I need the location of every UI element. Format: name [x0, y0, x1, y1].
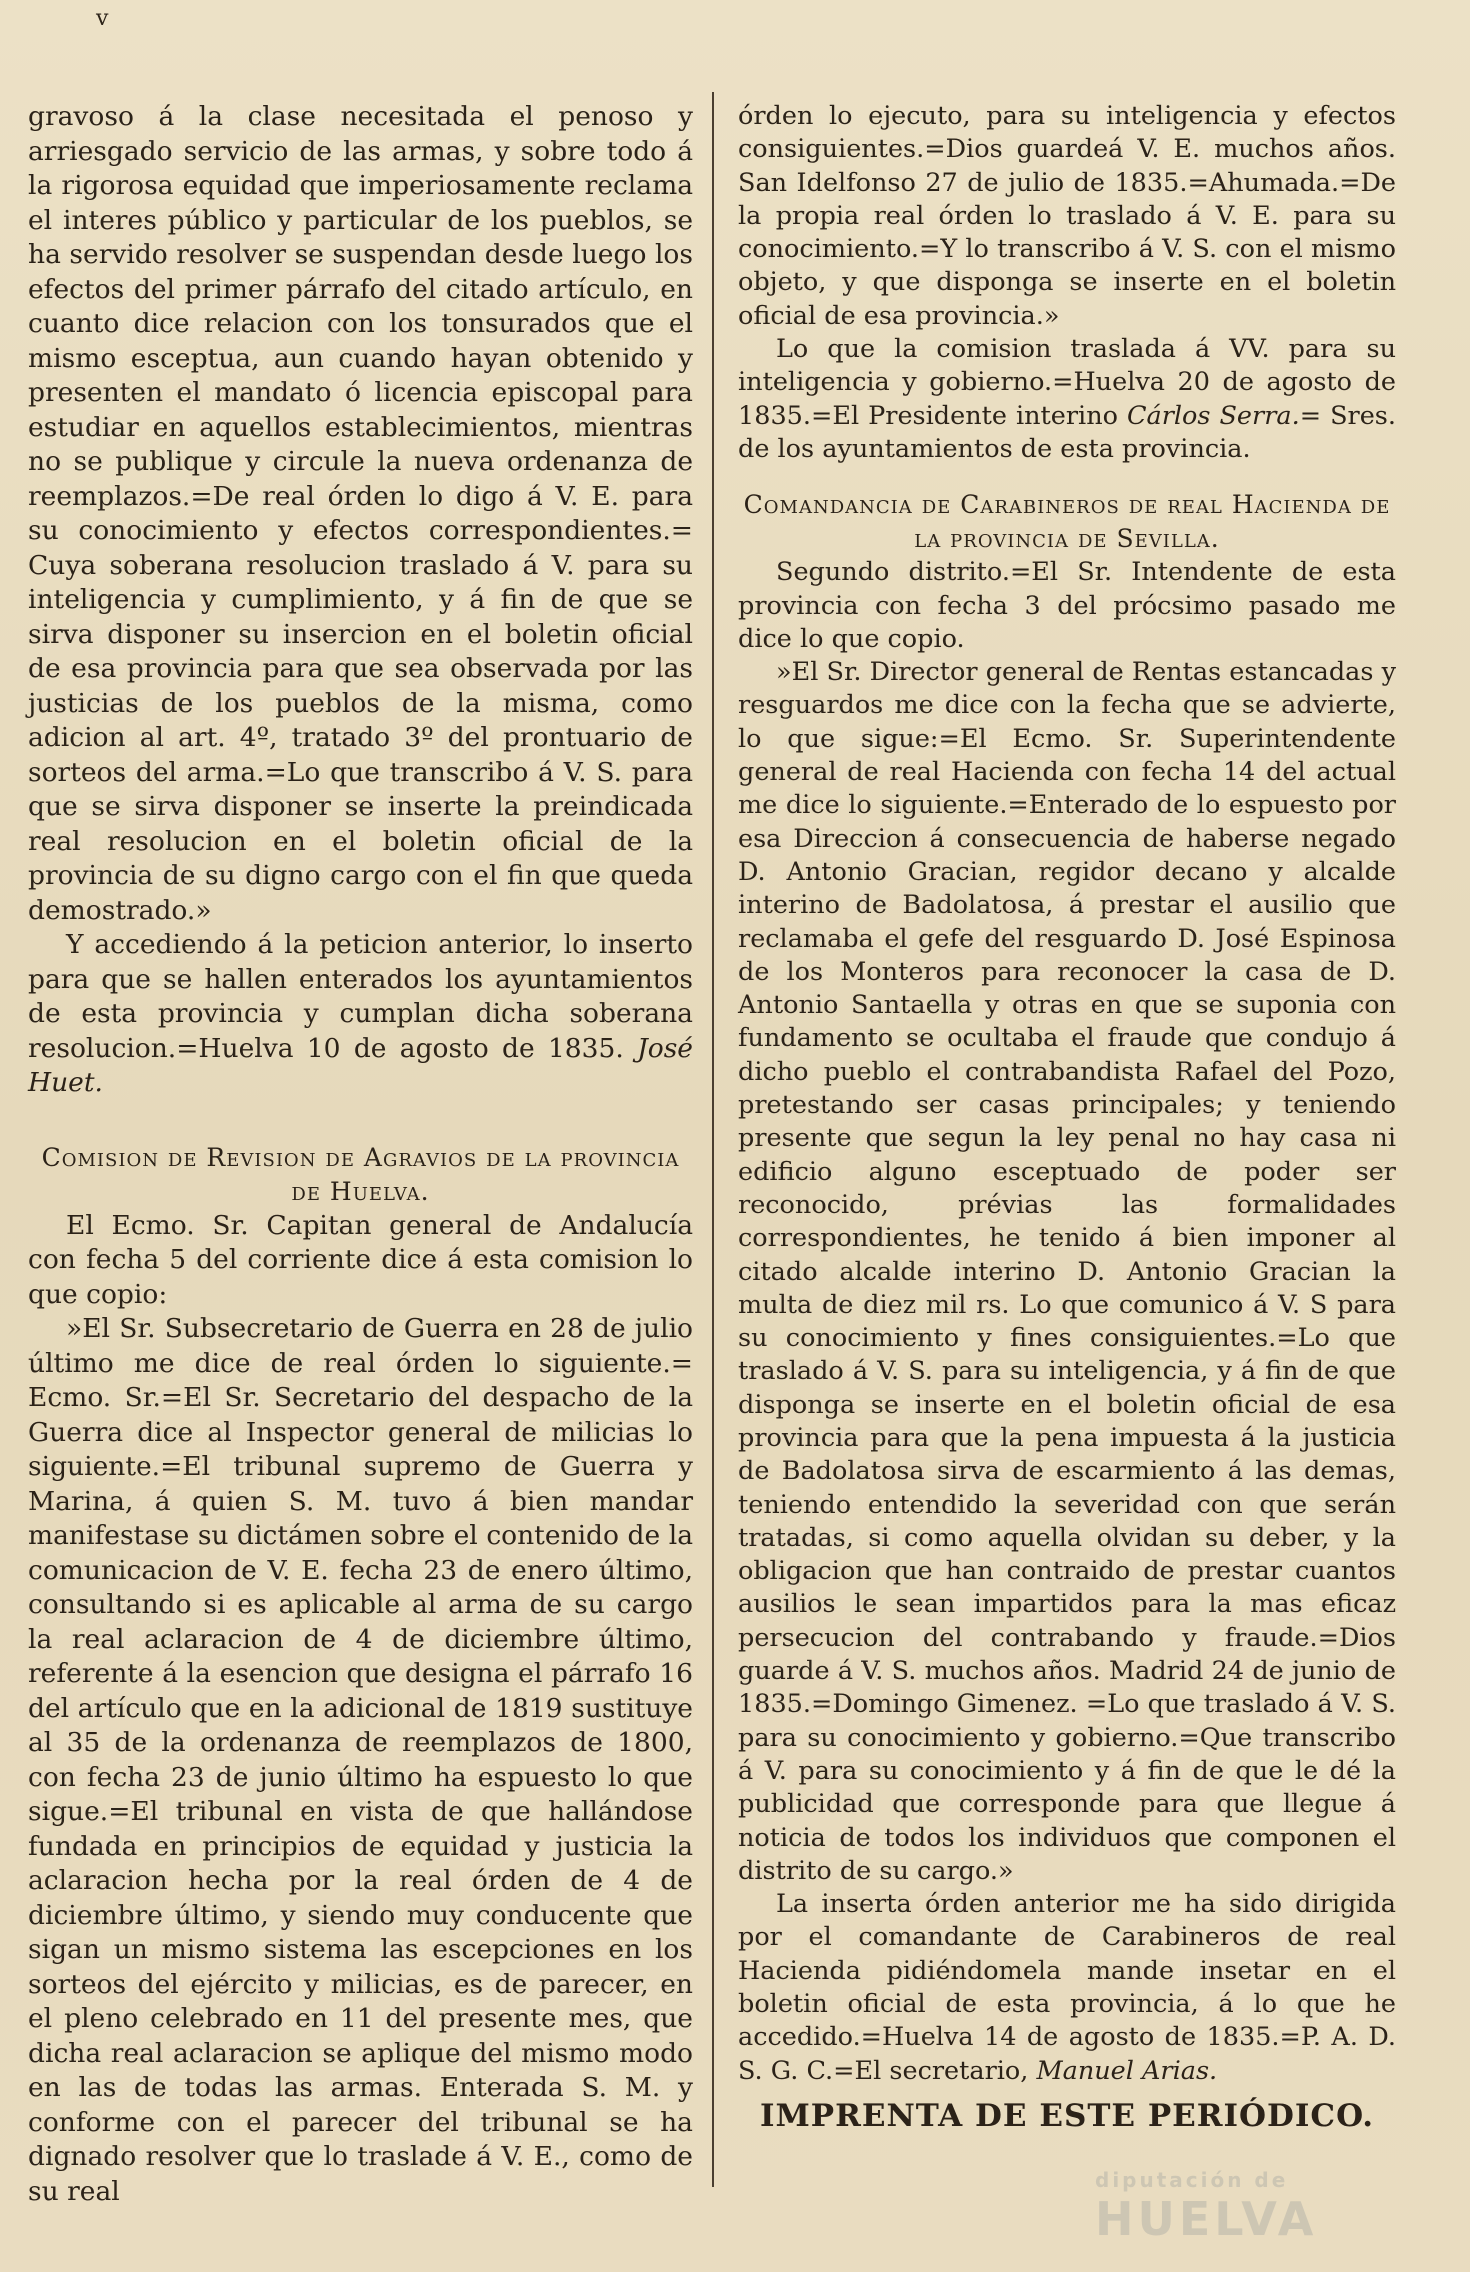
diputacion-huelva-watermark	[1095, 2168, 1395, 2264]
heading-comision-agravios: Comision de Revision de Agravios de la provincia de Huelva.	[41, 1142, 680, 1206]
heading-comandancia-carabineros: Comandancia de Carabineros de real Hacienda de la provincia de Sevilla.	[743, 490, 1391, 554]
signature-carlos-serra: Cárlos Serra.	[1126, 400, 1300, 431]
right-paragraph-5-text: La inserta órden anterior me ha sido dirigida por el comandante de Carabineros de real Hacienda pidiéndomela mande insetar en el boletin oficial de esta provincia, á lo que he accedido.=Huelva 14 de agosto de 1835.=P. A. D. S. G. C.=El secretario,	[738, 1889, 1396, 2086]
left-paragraph-2	[28, 928, 693, 1101]
imprenta-footer: IMPRENTA DE ESTE PERIÓDICO.	[759, 2097, 1375, 2134]
right-column	[738, 100, 1396, 2136]
right-paragraph-3: Segundo distrito.=El Sr. Intendente de esta provincia con fecha 3 del prócsimo pasado me dice lo que copio.	[738, 557, 1396, 654]
right-paragraph-2-tail: = Sres. de los ayuntamientos de esta provincia.	[738, 400, 1397, 464]
signature-jose-huet: José Huet.	[28, 1032, 693, 1098]
left-column	[28, 100, 693, 2209]
right-paragraph-2	[738, 333, 1396, 466]
right-paragraph-2-text: Lo que la comision traslada á VV. para su inteligencia y gobierno.=Huelva 20 de agosto de 1835.=El Presidente interino	[738, 334, 1396, 431]
right-paragraph-5	[738, 1888, 1396, 2088]
signature-manuel-arias: Manuel Arias.	[1036, 2055, 1218, 2086]
watermark-large-text: HUELVA	[1095, 2192, 1318, 2246]
watermark-small-text: diputación de	[1095, 2168, 1289, 2192]
left-paragraph-2-text: Y accediendo á la peticion anterior, lo inserto para que se hallen enterados los ayuntamientos de esta provincia y cumplan dicha soberana resolucion.=Huelva 10 de agosto de 1835.	[28, 929, 693, 1064]
page-mark: v	[96, 6, 109, 31]
right-paragraph-4: »El Sr. Director general de Rentas estancadas y resguardos me dice con la fecha que se advierte, lo que sigue:=El Ecmo. Sr. Superintendente general de real Hacienda con fecha 14 del actual me dice lo siguiente.=Enterado de lo espuesto por esa Direccion á consecuencia de haberse negado D. Antonio Gracian, regidor decano y alcalde interino de Badolatosa, á prestar el ausilio que reclamaba el gefe del resguardo D. José Espinosa de los Monteros para reconocer la casa de D. Antonio Santaella y otras en que se suponia con fundamento se ocultaba el fraude que condujo á dicho pueblo el contrabandista Rafael del Pozo, pretestando ser casas principales; y teniendo presente que segun la ley penal no hay casa ni edificio alguno esceptuado de poder ser reconocido, prévias las formalidades correspondientes, he tenido á bien imponer al citado alcalde interino D. Antonio Gracian la multa de diez mil rs. Lo que comunico á V. S para su conocimiento y fines consiguientes.=Lo que traslado á V. S. para su inteligencia, y á fin de que disponga se inserte en el boletin oficial de esa provincia para que la pena impuesta á la justicia de Badolatosa sirva de escarmiento á las demas, teniendo entendido la severidad con que serán tratadas, si como aquella olvidan su deber, y la obligacion que han contraido de prestar cuantos ausilios le sean impartidos para la mas eficaz persecucion del contrabando y fraude.=Dios guarde á V. S. muchos años. Madrid 24 de junio de 1835.=Domingo Gimenez. =Lo que traslado á V. S. para su conocimiento y gobierno.=Que transcribo á V. para su conocimiento y á fin de que le dé la publicidad que corresponde para que llegue á noticia de todos los individuos que componen el distrito de su cargo.»	[738, 657, 1396, 1886]
left-paragraph-3: El Ecmo. Sr. Capitan general de Andalucía con fecha 5 del corriente dice á esta comision lo que copio:	[28, 1209, 693, 1310]
right-paragraph-1: órden lo ejecuto, para su inteligencia y efectos consiguientes.=Dios guardeá V. E. muchos años. San Idelfonso 27 de julio de 1835.=Ahumada.=De la propia real órden lo traslado á V. E. para su conocimiento.=Y lo transcribo á V. S. con el mismo objeto, y que disponga se inserte en el boletin oficial de esa provincia.»	[738, 101, 1396, 331]
left-paragraph-4: »El Sr. Subsecretario de Guerra en 28 de julio último me dice de real órden lo siguiente.= Ecmo. Sr.=El Sr. Secretario del despacho de la Guerra dice al Inspector general de milicias lo siguiente.=El tribunal supremo de Guerra y Marina, á quien S. M. tuvo á bien mandar manifestase su dictámen sobre el contenido de la comunicacion de V. E. fecha 23 de enero último, consultando si es aplicable al arma de su cargo la real aclaracion de 4 de diciembre último, referente á la esencion que designa el párrafo 16 del artículo que en la adicional de 1819 sustituye al 35 de la ordenanza de reemplazos de 1800, con fecha 23 de junio último ha espuesto lo que sigue.=El tribunal en vista de que hallándose fundada en principios de equidad y justicia la aclaracion hecha por la real órden de 4 de diciembre último, y siendo muy conducente que sigan un mismo sistema las escepciones en los sorteos del ejército y milicias, es de parecer, en el pleno celebrado en 11 del presente mes, que dicha real aclaracion se aplique del mismo modo en las de todas las armas. Enterada S. M. y conforme con el parecer del tribunal se ha dignado resolver que lo traslade á V. E., como de su real	[28, 1313, 693, 2207]
left-paragraph-1: gravoso á la clase necesitada el penoso y arriesgado servicio de las armas, y sobre todo á la rigorosa equidad que imperiosamente reclama el interes público y particular de los pueblos, se ha servido resolver se suspendan desde luego los efectos del primer párrafo del citado artículo, en cuanto dice relacion con los tonsurados que el mismo esceptua, aun cuando hayan obtenido y presenten el mandato ó licencia episcopal para estudiar en aquellos establecimientos, mientras no se publique y circule la nueva ordenanza de reemplazos.=De real órden lo digo á V. E. para su conocimiento y efectos correspondientes.= Cuya soberana resolucion traslado á V. para su inteligencia y cumplimiento, y á fin de que se sirva disponer su insercion en el boletin oficial de esa provincia para que sea observada por las justicias de los pueblos de la misma, como adicion al art. 4º, tratado 3º del prontuario de sorteos del arma.=Lo que transcribo á V. S. para que se sirva disponer se inserte la preindicada real resolucion en el boletin oficial de la provincia de su digno cargo con el fin que queda demostrado.»	[28, 101, 693, 926]
column-divider	[712, 92, 714, 2187]
